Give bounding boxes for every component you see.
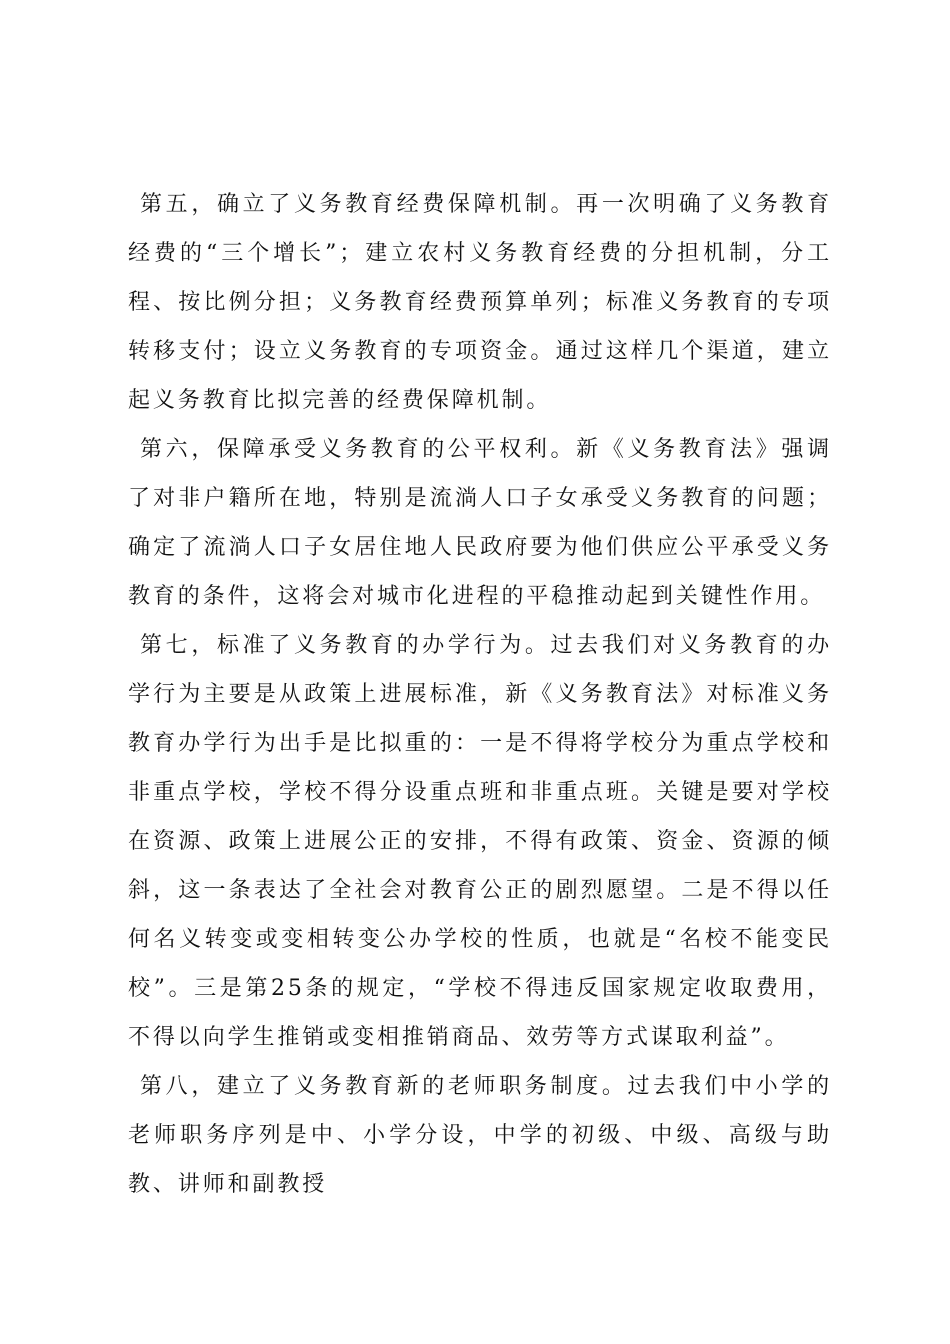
paragraph-7: 第七，标准了义务教育的办学行为。过去我们对义务教育的办学行为主要是从政策上进展标准，新《义务教育法》对标准义务教育办学行为出手是比拟重的：一是不得将学校分为重点学校和非重点学校，学校不得分设重点班和非重点班。关键是要对学校在资源、政策上进展公正的安排，不得有政策、资金、资源的倾斜，这一条表达了全社会对教育公正的剧烈愿望。二是不得以任何名义转变或变相转变公办学校的性质，也就是“名校不能变民校”。三是第25条的规定，“学校不得违反国家规定收取费用，不得以向学生推销或变相推销商品、效劳等方式谋取利益”。 (128, 633, 832, 1050)
document-page (128, 180, 832, 1209)
paragraph-8: 第八，建立了义务教育新的老师职务制度。过去我们中小学的老师职务序列是中、小学分设，中学的初级、中级、高级与助教、讲师和副教授 (128, 1074, 832, 1197)
paragraph-5: 第五，确立了义务教育经费保障机制。再一次明确了义务教育经费的“三个增长”；建立农村义务教育经费的分担机制，分工程、按比例分担；义务教育经费预算单列；标准义务教育的专项转移支付；设立义务教育的专项资金。通过这样几个渠道，建立起义务教育比拟完善的经费保障机制。 (128, 192, 832, 413)
paragraph-6: 第六，保障承受义务教育的公平权利。新《义务教育法》强调了对非户籍所在地，特别是流淌人口子女承受义务教育的问题；确定了流淌人口子女居住地人民政府要为他们供应公平承受义务教育的条件，这将会对城市化进程的平稳推动起到关键性作用。 (128, 437, 832, 609)
